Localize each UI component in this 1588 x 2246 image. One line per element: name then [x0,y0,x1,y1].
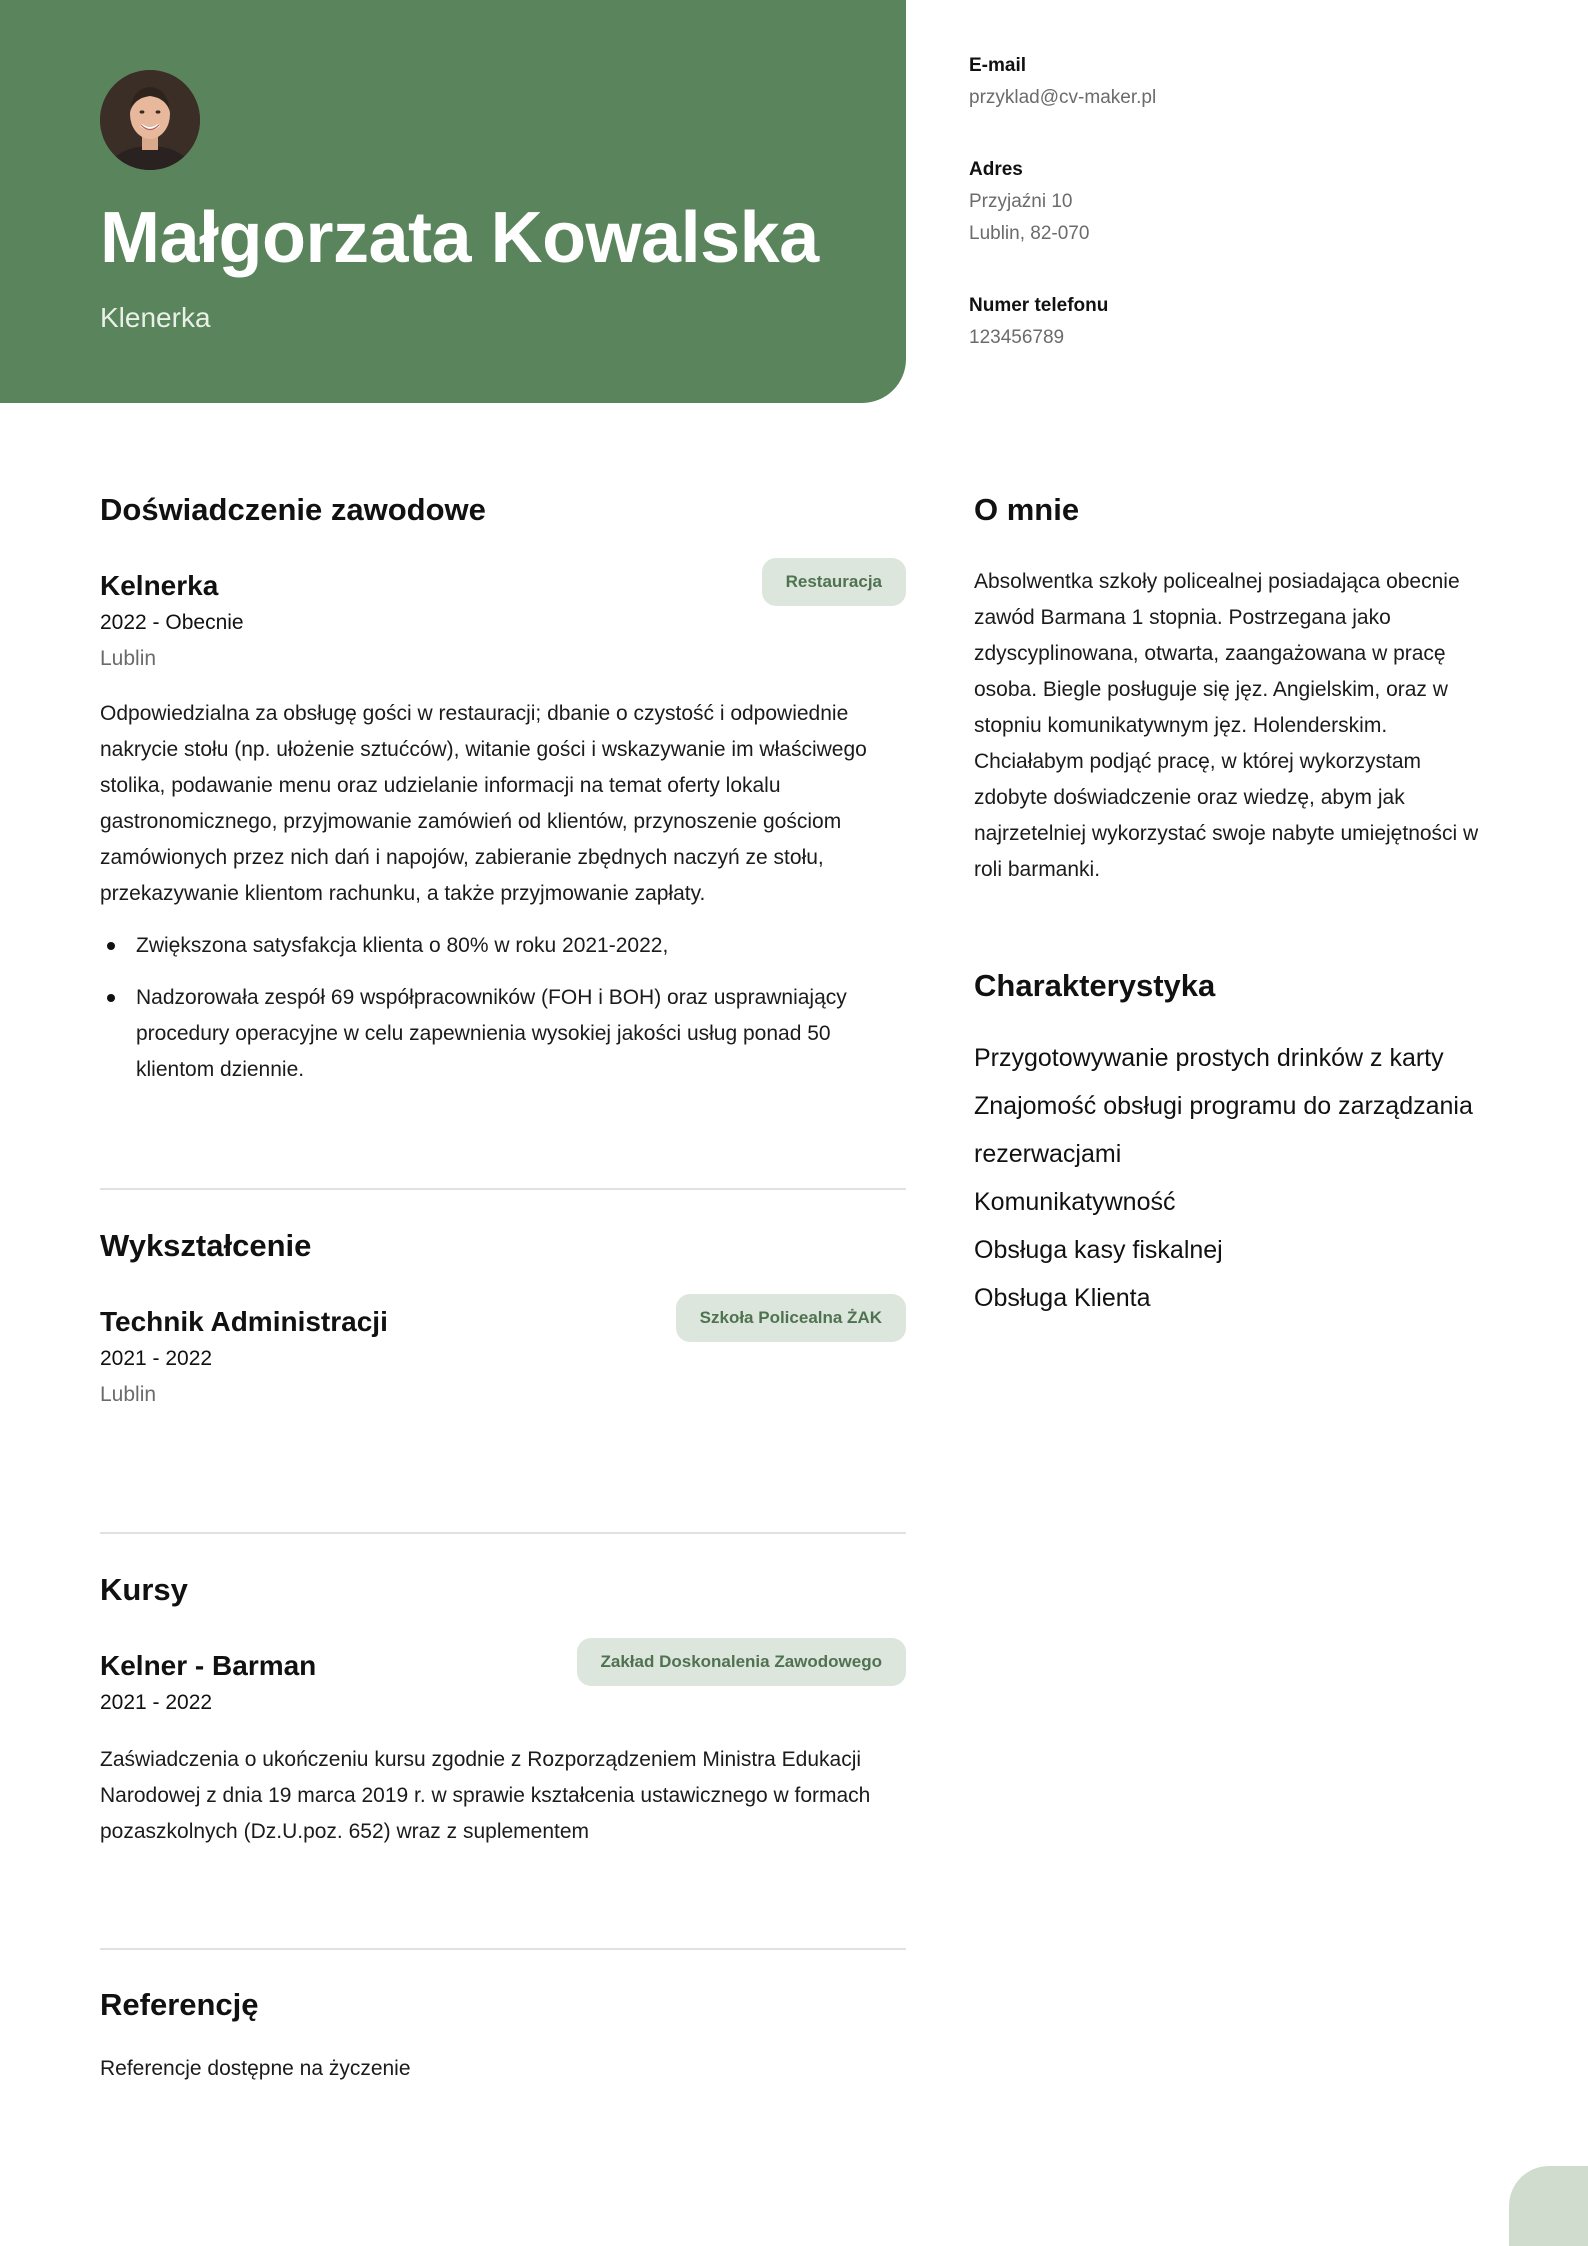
courses-section [100,1570,906,1850]
address-line1: Przyjaźni 10 [969,191,1073,212]
references-section [100,1985,906,2087]
education-entry [100,1304,906,1410]
education-degree: Technik Administracji [100,1306,388,1337]
avatar [100,70,200,170]
education-location: Lublin [100,1383,157,1406]
list-item [100,980,906,1088]
divider [100,1532,906,1534]
achievement-text: Zwiększona satysfakcja klienta o 80% w roku 2021-2022, [136,934,669,957]
skill-item: Obsługa Klienta [974,1284,1151,1312]
skill-item: Przygotowywanie prostych drinków z karty [974,1044,1444,1072]
education-title: Wykształcenie [100,1228,312,1263]
profile-photo [100,70,200,170]
experience-description: Odpowiedzialna za obsługę gości w restauracji; dbanie o czystość i odpowiednie nakrycie stołu (np. ułożenie sztućców), witanie gości i wskazywanie im właściwego stolika, podawanie menu oraz udzielanie informacji na temat oferty lokalu gastronomicznego, przyjmowanie zamówień od klientów, przynoszenie gościom zamówionych przez nich dań i napojów, zabieranie zbędnych naczyń ze stołu, przekazywanie klientom rachunku, a także przyjmowanie zapłaty. [100,702,867,905]
experience-section [100,490,906,1104]
education-badge: Szkoła Policealna ŻAK [676,1294,906,1342]
about-section [974,490,1494,888]
address-label: Adres [969,159,1023,180]
experience-position: Kelnerka [100,570,219,601]
course-dates: 2021 - 2022 [100,1691,213,1714]
job-title: Klenerka [100,302,211,333]
header-panel [0,0,906,403]
experience-title: Doświadczenie zawodowe [100,492,486,527]
skill-item: Znajomość obsługi programu do zarządzania rezerwacjami [974,1092,1473,1168]
experience-badge: Restauracja [762,558,906,606]
candidate-name: Małgorzata Kowalska [100,198,819,278]
about-title: O mnie [974,492,1080,527]
skills-list [974,1034,1494,1322]
courses-title: Kursy [100,1572,188,1607]
experience-location: Lublin [100,647,157,670]
skills-section [974,966,1494,1322]
phone-label: Numer telefonu [969,295,1109,316]
education-section [100,1226,906,1410]
education-dates: 2021 - 2022 [100,1347,213,1370]
course-entry [100,1648,906,1850]
skill-item: Obsługa kasy fiskalnej [974,1236,1223,1264]
email-value[interactable]: przyklad@cv-maker.pl [969,87,1157,108]
course-badge: Zakład Doskonalenia Zawodowego [577,1638,907,1686]
references-title: Referencję [100,1987,259,2022]
bullet-icon [107,942,115,950]
phone-value[interactable]: 123456789 [969,327,1065,348]
experience-dates: 2022 - Obecnie [100,611,244,634]
course-name: Kelner - Barman [100,1650,317,1681]
divider [100,1948,906,1950]
achievement-text: Nadzorowała zespół 69 współpracowników (FOH i BOH) oraz usprawniający procedury operacyjne w celu zapewnienia wysokiej jakości usług ponad 50 klientom dziennie. [136,986,847,1081]
experience-entry [100,568,906,1088]
address-line2: Lublin, 82-070 [969,223,1090,244]
references-text: Referencje dostępne na życzenie [100,2057,411,2080]
bullet-icon [107,994,115,1002]
corner-decoration [1509,2166,1588,2246]
skills-title: Charakterystyka [974,968,1216,1003]
contact-phone [969,290,1529,354]
email-label: E-mail [969,55,1027,76]
contact-email [969,50,1529,114]
divider [100,1188,906,1190]
contact-address [969,154,1529,250]
skill-item: Komunikatywność [974,1188,1176,1216]
experience-achievements [100,928,906,1088]
course-description: Zaświadczenia o ukończeniu kursu zgodnie z Rozporządzeniem Ministra Edukacji Narodowej z dnia 19 marca 2019 r. w sprawie kształcenia ustawicznego w formach pozaszkolnych (Dz.U.poz. 652) wraz z suplementem [100,1748,871,1843]
list-item [100,928,906,964]
about-text: Absolwentka szkoły policealnej posiadająca obecnie zawód Barmana 1 stopnia. Postrzegana jako zdyscyplinowana, otwarta, zaangażowana w pracę osoba. Biegle posługuje się jęz. Angielskim, oraz w stopniu komunikatywnym jęz. Holenderskim. Chciałabym podjąć pracę, w której wykorzystam zdobyte doświadczenie oraz wiedzę, abym jak najrzetelniej wykorzystać swoje nabyte umiejętności w roli barmanki. [974,570,1479,881]
